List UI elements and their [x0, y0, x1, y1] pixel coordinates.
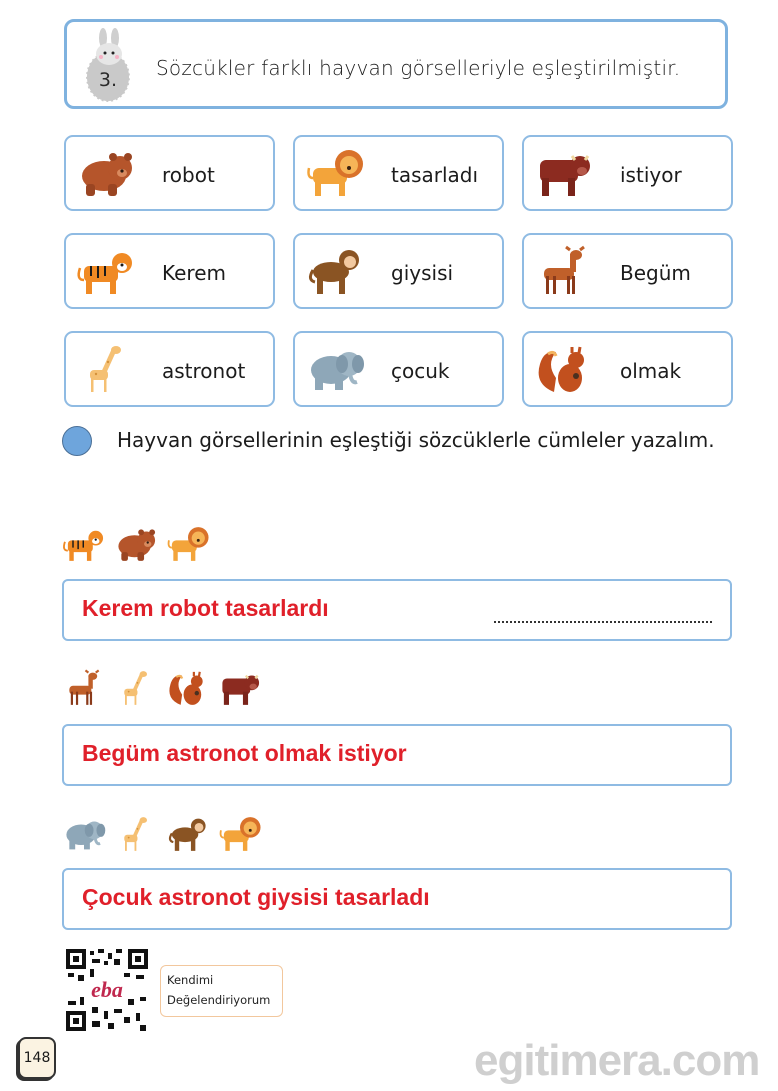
card-word: robot: [162, 163, 215, 187]
bear-icon: [76, 147, 136, 199]
lion-icon: [305, 147, 365, 199]
lion-icon: [166, 524, 210, 564]
giraffe-icon: [76, 343, 136, 395]
card-word: olmak: [620, 359, 682, 383]
word-card: [522, 331, 733, 407]
answer-field[interactable]: [62, 724, 732, 786]
tiger-icon: [62, 524, 106, 564]
word-card: [64, 331, 275, 407]
answer-field[interactable]: [62, 579, 732, 641]
word-card: [522, 233, 733, 309]
monkey-icon: [166, 814, 210, 854]
lion-icon: [218, 814, 262, 854]
self-evaluation-link[interactable]: [160, 965, 283, 1017]
card-word: astronot: [162, 359, 246, 383]
word-card: [64, 233, 275, 309]
word-card: [293, 331, 504, 407]
card-word: Begüm: [620, 261, 691, 285]
self-eval-line1: Kendimi: [167, 973, 214, 987]
bison-icon: [534, 147, 594, 199]
question-number: 3.: [98, 69, 118, 91]
animal-sequence: [62, 522, 210, 564]
card-word: tasarladı: [391, 163, 479, 187]
writing-line: [494, 621, 712, 623]
card-word: Kerem: [162, 261, 226, 285]
card-word: çocuk: [391, 359, 450, 383]
tiger-icon: [76, 245, 136, 297]
animal-sequence: [62, 812, 262, 854]
animal-sequence: [62, 666, 262, 708]
card-word: giysisi: [391, 261, 454, 285]
squirrel-icon: [534, 343, 594, 395]
giraffe-icon: [114, 668, 158, 708]
word-card: [522, 135, 733, 211]
monkey-icon: [305, 245, 365, 297]
answer-text: Begüm astronot olmak istiyor: [82, 740, 407, 766]
deer-icon: [62, 668, 106, 708]
word-card: [64, 135, 275, 211]
bullet-circle-icon: [62, 426, 92, 456]
elephant-icon: [62, 814, 106, 854]
answer-field[interactable]: [62, 868, 732, 930]
card-word: istiyor: [620, 163, 682, 187]
elephant-icon: [305, 343, 365, 395]
self-eval-line2: Değelendiriyorum: [167, 993, 271, 1007]
deer-icon: [534, 245, 594, 297]
page-number: 148: [23, 1050, 51, 1066]
word-card: [293, 135, 504, 211]
eba-logo: eba: [91, 977, 123, 1002]
instruction-text: Hayvan görsellerinin eşleştiği sözcüklerle cümleler yazalım.: [117, 428, 715, 452]
eba-qr-code[interactable]: [64, 947, 150, 1033]
page-number-badge: [18, 1037, 56, 1079]
answer-text: Kerem robot tasarlardı: [82, 595, 329, 621]
bear-icon: [114, 524, 158, 564]
bison-icon: [218, 668, 262, 708]
squirrel-icon: [166, 668, 210, 708]
question-title: Sözcükler farklı hayvan görselleriyle eşleştirilmiştir.: [156, 56, 681, 80]
watermark-logo: egitimera.com: [474, 1036, 760, 1085]
giraffe-icon: [114, 814, 158, 854]
bunny-icon: [92, 28, 126, 66]
answer-text: Çocuk astronot giysisi tasarladı: [82, 884, 430, 910]
word-card: [293, 233, 504, 309]
